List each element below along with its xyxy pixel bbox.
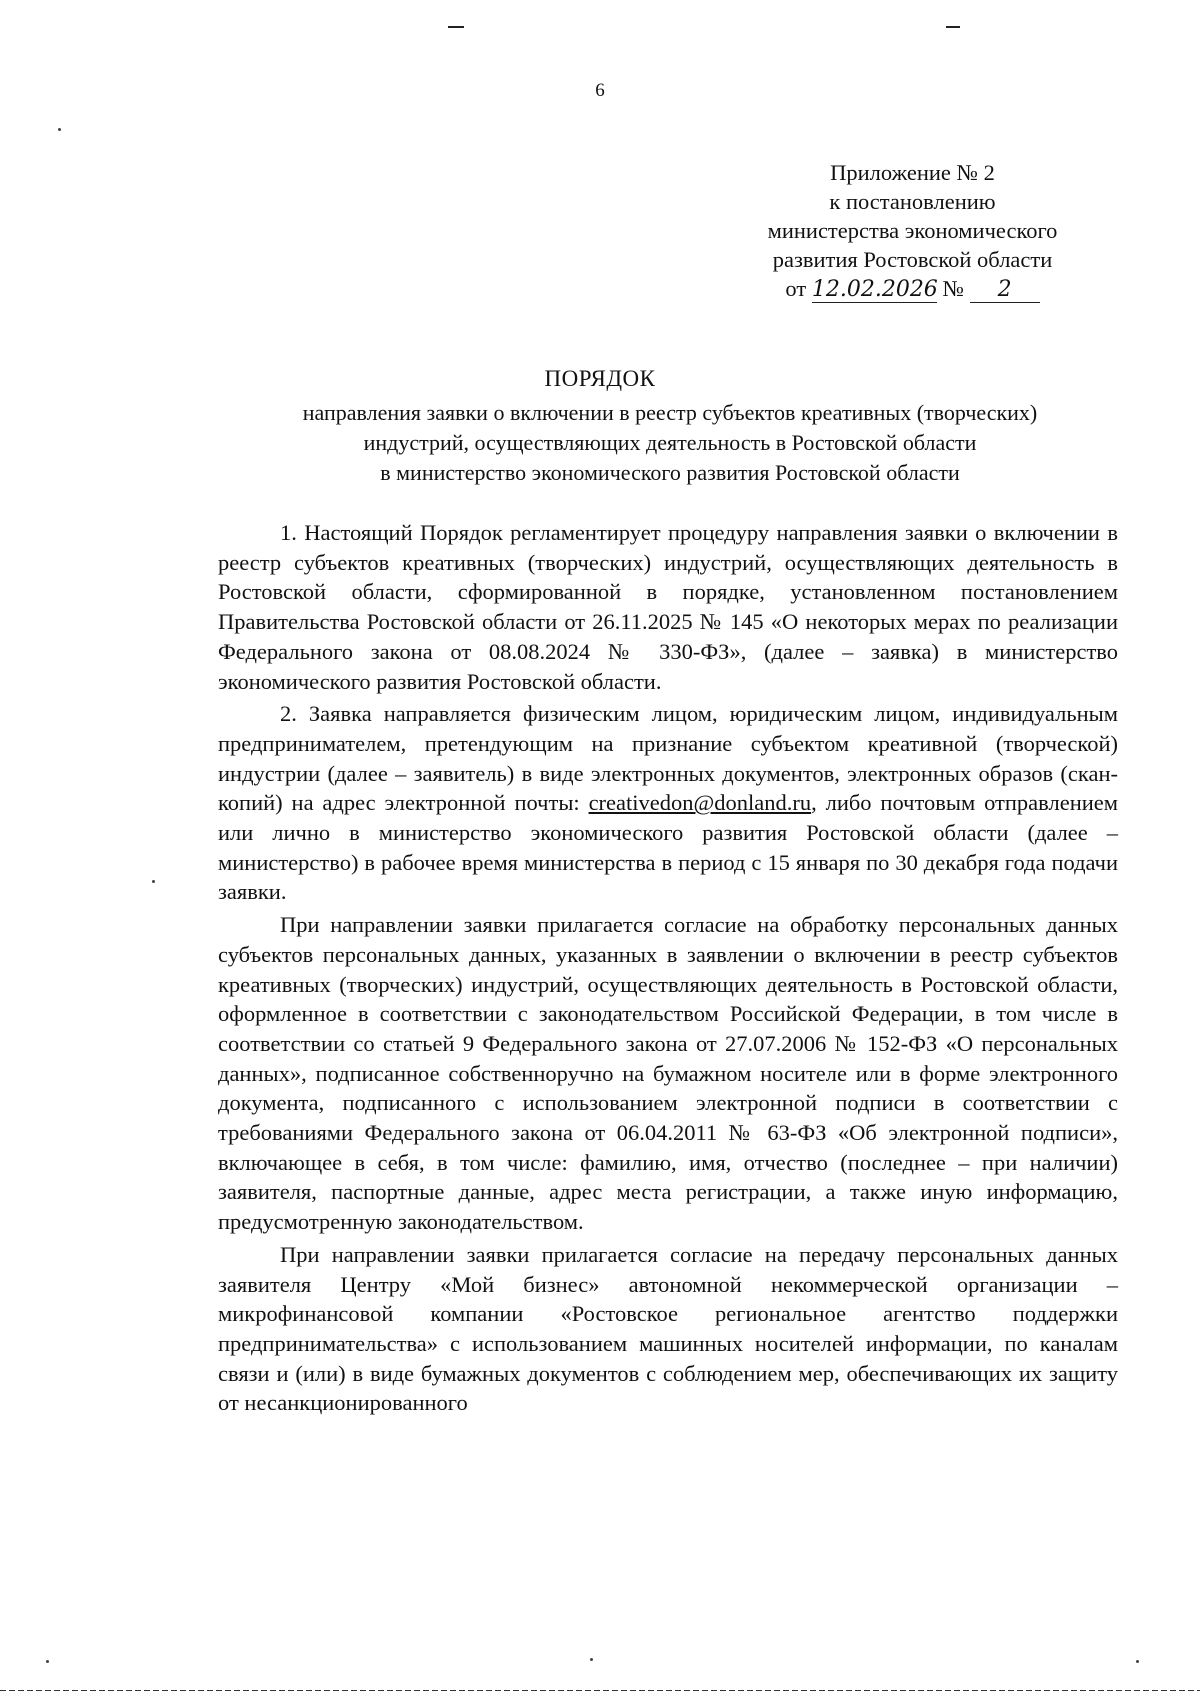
- document-body: [218, 518, 1118, 1418]
- document-subtitle: [220, 398, 1120, 488]
- paragraph-3: При направлении заявки прилагается согласие на обработку персональных данных субъектов персональных данных, указанных в заявлении о включении в реестр субъектов креативных (творческих) индустрий, осуществляющих деятельность в Ростовской области, оформленное в соответствии с законодательством Российской Федерации, в том числе в соответствии со статьей 9 Федерального закона от 27.07.2006 № 152-ФЗ «О персональных данных», подписанное собственноручно на бумажном носителе или в форме электронного документа, подписанного с использованием электронной подписи в соответствии с требованиями Федерального закона от 06.04.2011 № 63-ФЗ «Об электронной подписи», включающее в себя, в том числе: фамилию, имя, отчество (последнее – при наличии) заявителя, паспортные данные, адрес места регистрации, а также иную информацию, предусмотренную законодательством.: [218, 912, 1118, 1235]
- appendix-header: [745, 158, 1080, 303]
- number-label: №: [942, 276, 964, 301]
- paragraph-2-text-end: , либо почтовым отправлением или лично в министерство экономического развития Ростовской области (далее – министерство) в рабочее время министерства в период с 15 января по 30 декабря года подачи заявки.: [218, 790, 1118, 905]
- subtitle-line: направления заявки о включении в реестр субъектов креативных (творческих): [302, 400, 1038, 425]
- subtitle-line: в министерство экономического развития Ростовской области: [380, 460, 960, 485]
- email-link[interactable]: creativedon@donland.ru: [588, 790, 812, 816]
- scan-mark: [448, 26, 464, 28]
- appendix-line: Приложение № 2: [830, 160, 995, 185]
- subtitle-line: индустрий, осуществляющих деятельность в Ростовской области: [363, 430, 977, 455]
- appendix-date-line: [745, 274, 1080, 303]
- appendix-line: развития Ростовской области: [772, 247, 1053, 272]
- scan-mark: [946, 26, 960, 28]
- bottom-rule: [0, 1690, 1200, 1691]
- appendix-line: к постановлению: [829, 189, 996, 214]
- scan-speck: [152, 880, 155, 883]
- scan-speck: [590, 1658, 593, 1661]
- date-prefix: от: [785, 276, 807, 301]
- handwritten-number: 2: [970, 277, 1040, 303]
- scan-speck: [58, 128, 61, 131]
- paragraph-1: 1. Настоящий Порядок регламентирует процедуру направления заявки о включении в реестр субъектов креативных (творческих) индустрий, осуществляющих деятельность в Ростовской области, сформированной в порядке, установленном постановлением Правительства Ростовской области от 26.11.2025 № 145 «О некоторых мерах по реализации Федерального закона от 08.08.2024 № 330-ФЗ», (далее – заявка) в министерство экономического развития Ростовской области.: [218, 520, 1118, 694]
- paragraph-4: При направлении заявки прилагается согласие на передачу персональных данных заявителя Центру «Мой бизнес» автономной некоммерческой организации – микрофинансовой компании «Ростовское региональное агентство поддержки предпринимательства» с использованием машинных носителей информации, по каналам связи и (или) в виде бумажных документов с соблюдением мер, обеспечивающих их защиту от несанкционированного: [218, 1241, 1118, 1416]
- scan-speck: [46, 1660, 49, 1663]
- scan-speck: [1136, 1660, 1139, 1663]
- handwritten-date: 12.02.2026: [811, 277, 938, 302]
- page-number: 6: [595, 80, 605, 101]
- document-title: ПОРЯДОК: [544, 366, 656, 391]
- appendix-line: министерства экономического: [767, 218, 1058, 243]
- paragraph-2: [218, 699, 1118, 907]
- paragraph-2-text: 2. Заявка направляется физическим лицом, юридическим лицом, индивидуальным предпринимателем, претендующим на признание субъектом креативной (творческой) индустрии (далее – заявитель) в виде электронных документов, электронных образов (скан-копий) на адрес электронной почты:: [218, 701, 1118, 816]
